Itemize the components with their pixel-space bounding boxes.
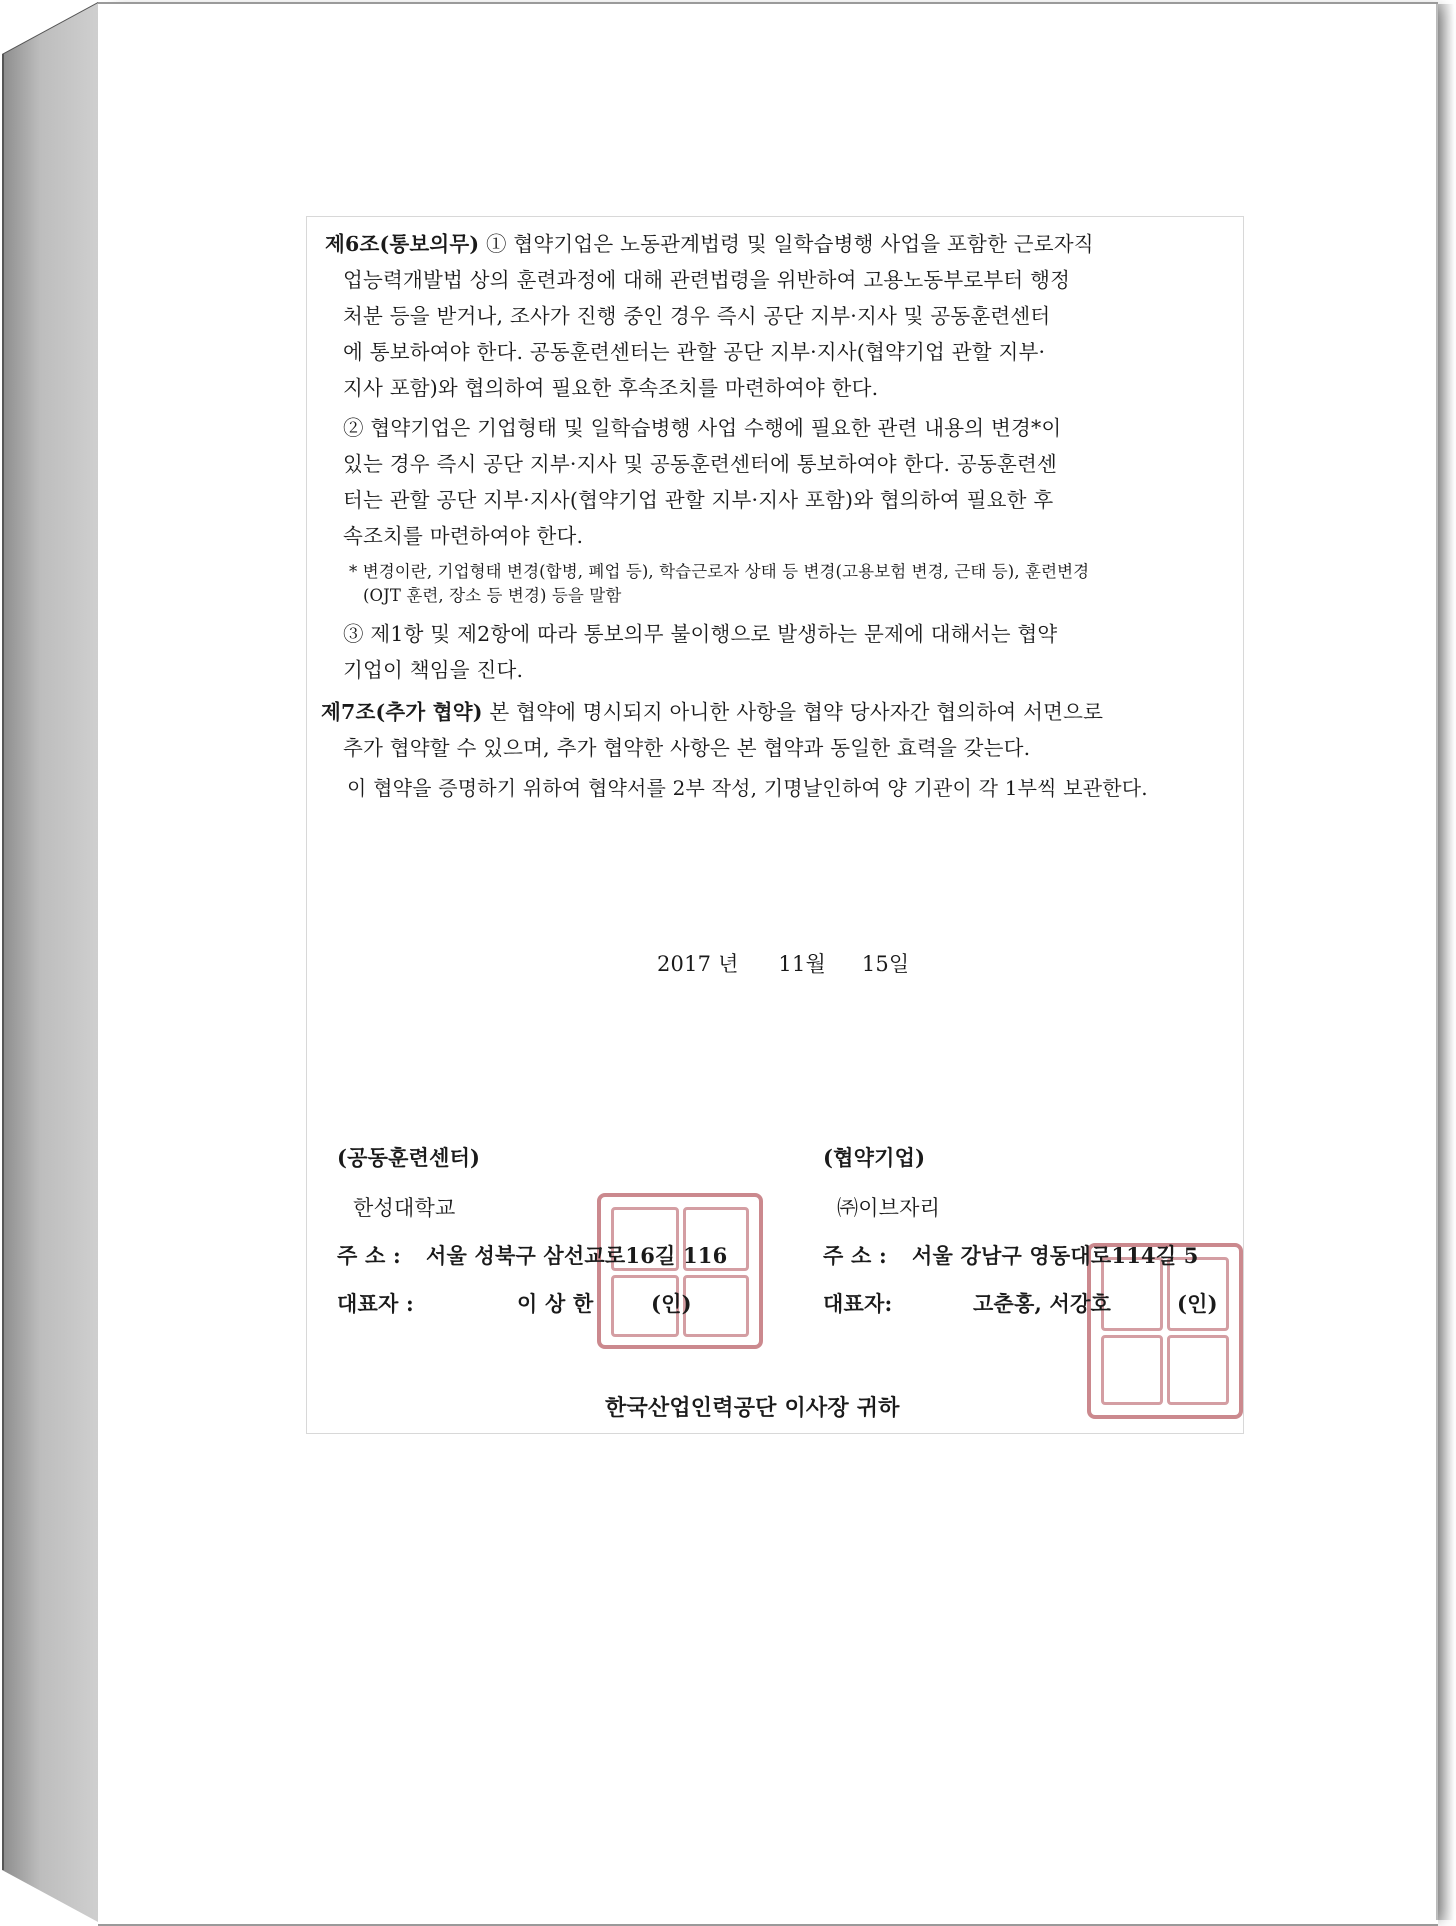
page-shadow bbox=[1436, 4, 1454, 1920]
article6-para1-line: 업능력개발법 상의 훈련과정에 대해 관련법령을 위반하여 고용노동부로부터 행정 bbox=[343, 268, 1071, 292]
right-party-address-row bbox=[823, 1243, 1199, 1269]
left-rep-label: 대표자 : bbox=[337, 1291, 414, 1316]
left-party-address-row bbox=[337, 1243, 727, 1269]
right-rep-label: 대표자: bbox=[823, 1291, 893, 1316]
article7-line: 본 협약에 명시되지 아니한 사항을 협약 당사자간 협의하여 서면으로 bbox=[489, 700, 1104, 724]
article7-line: 추가 협약할 수 있으며, 추가 협약한 사항은 본 협약과 동일한 효력을 갖는다. bbox=[343, 736, 1031, 760]
right-rep-name: 고춘홍, 서강호 bbox=[973, 1291, 1111, 1316]
article6-para2-line: ② 협약기업은 기업형태 및 일학습병행 사업 수행에 필요한 관련 내용의 변경*이 bbox=[343, 416, 1062, 440]
closing-statement: 이 협약을 증명하기 위하여 협약서를 2부 작성, 기명날인하여 양 기관이 각 1부씩 보관한다. bbox=[347, 776, 1148, 800]
right-seal-mark: (인) bbox=[1177, 1291, 1218, 1316]
article6-para1-line: 처분 등을 받거나, 조사가 진행 중인 경우 즉시 공단 지부·지사 및 공동훈련센터 bbox=[343, 304, 1051, 328]
left-address: 서울 성북구 삼선교로16길 116 bbox=[425, 1243, 728, 1268]
left-party-name: 한성대학교 bbox=[353, 1196, 456, 1220]
date-year-unit: 년 bbox=[718, 952, 739, 976]
article6-para3-line: 기업이 책임을 진다. bbox=[343, 658, 524, 682]
article6-note-line: * 변경이란, 기업형태 변경(합병, 폐업 등), 학습근로자 상태 등 변경(고용보험 변경, 근태 등), 훈련변경 bbox=[349, 562, 1090, 581]
right-party-label: (협약기업) bbox=[823, 1145, 926, 1170]
right-address-label: 주 소 : bbox=[823, 1243, 887, 1268]
article6-para2-line: 터는 관할 공단 지부·지사(협약기업 관할 지부·지사 포함)와 협의하여 필요한 후 bbox=[343, 488, 1054, 512]
date-day: 15일 bbox=[861, 952, 910, 976]
right-party-name: ㈜이브자리 bbox=[837, 1196, 941, 1220]
article6-line-1 bbox=[325, 231, 1094, 257]
article6-para3-line: ③ 제1항 및 제2항에 따라 통보의무 불이행으로 발생하는 문제에 대해서는 협약 bbox=[343, 622, 1058, 646]
left-seal-mark: (인) bbox=[651, 1291, 692, 1316]
right-address: 서울 강남구 영동대로114길 5 bbox=[911, 1243, 1199, 1268]
left-address-label: 주 소 : bbox=[337, 1243, 401, 1268]
article6-para1-line: ① 협약기업은 노동관계법령 및 일학습병행 사업을 포함한 근로자직 bbox=[486, 232, 1094, 256]
article6-para1-line: 에 통보하여야 한다. 공동훈련센터는 관할 공단 지부·지사(협약기업 관할 지부· bbox=[343, 340, 1046, 364]
article7-line-1 bbox=[321, 699, 1103, 725]
date-year: 2017 bbox=[657, 952, 712, 976]
left-seal-stamp bbox=[597, 1193, 763, 1349]
right-seal-stamp bbox=[1087, 1243, 1243, 1419]
left-party-label: (공동훈련센터) bbox=[337, 1145, 481, 1170]
document-scan bbox=[306, 216, 1244, 1434]
date-month: 11월 bbox=[778, 952, 827, 976]
article6-para2-line: 있는 경우 즉시 공단 지부·지사 및 공동훈련센터에 통보하여야 한다. 공동훈련센 bbox=[343, 452, 1057, 476]
page-stack-side bbox=[2, 2, 98, 1922]
article7-heading: 제7조(추가 협약) bbox=[321, 700, 483, 724]
article6-para1-line: 지사 포함)와 협의하여 필요한 후속조치를 마련하여야 한다. bbox=[343, 376, 879, 400]
article6-para2-line: 속조치를 마련하여야 한다. bbox=[343, 524, 584, 548]
left-rep-name: 이 상 한 bbox=[517, 1291, 594, 1316]
addressee: 한국산업인력공단 이사장 귀하 bbox=[605, 1395, 900, 1421]
agreement-date bbox=[657, 951, 909, 977]
article6-heading: 제6조(통보의무) bbox=[325, 232, 480, 256]
article6-note-line: (OJT 훈련, 장소 등 변경) 등을 말함 bbox=[363, 586, 622, 605]
